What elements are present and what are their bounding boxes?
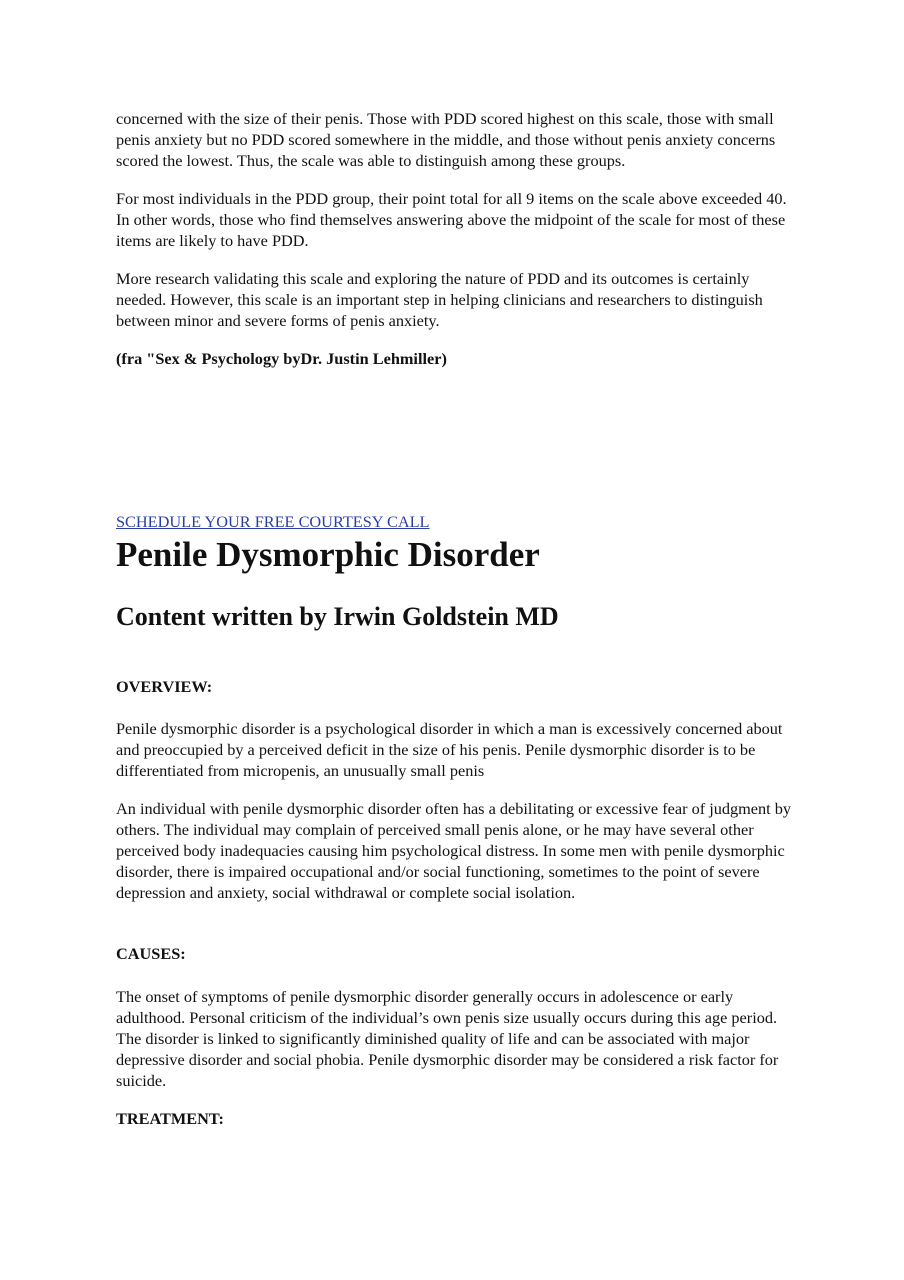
causes-section xyxy=(116,943,796,1091)
overview-paragraph-1: Penile dysmorphic disorder is a psychological disorder in which a man is excessively concerned about and preoccupied by a perceived deficit in the size of his penis. Penile dysmorphic disorder is to be differentiated from micropenis, an unusually small penis xyxy=(116,719,783,780)
author-subtitle: Content written by Irwin Goldstein MD xyxy=(116,602,559,631)
intro-section xyxy=(116,108,796,369)
intro-paragraph-2: For most individuals in the PDD group, their point total for all 9 items on the scale above exceeded 40. In other words, those who find themselves answering above the midpoint of the scale for most of these items are likely to have PDD. xyxy=(116,189,787,250)
causes-heading: CAUSES: xyxy=(116,944,186,963)
treatment-heading: TREATMENT: xyxy=(116,1109,224,1128)
overview-section xyxy=(116,676,796,903)
treatment-section xyxy=(116,1108,796,1129)
intro-paragraph-3: More research validating this scale and exploring the nature of PDD and its outcomes is certainly needed. However, this scale is an important step in helping clinicians and researchers to distinguish between minor and severe forms of penis anxiety. xyxy=(116,269,763,330)
overview-heading: OVERVIEW: xyxy=(116,677,213,696)
intro-paragraph-1: concerned with the size of their penis. Those with PDD scored highest on this scale, those with small penis anxiety but no PDD scored somewhere in the middle, and those without penis anxiety concerns scored the lowest. Thus, the scale was able to distinguish among these groups. xyxy=(116,109,776,170)
causes-paragraph-1: The onset of symptoms of penile dysmorphic disorder generally occurs in adolescence or early adulthood. Personal criticism of the individual’s own penis size usually occurs during this age period. The disorder is linked to significantly diminished quality of life and can be associated with major depressive disorder and social phobia. Penile dysmorphic disorder may be considered a risk factor for suicide. xyxy=(116,987,779,1090)
overview-paragraph-2: An individual with penile dysmorphic disorder often has a debilitating or excessive fear of judgment by others. The individual may complain of perceived small penis alone, or he may have several other perceived body inadequacies causing him psychological distress. In some men with penile dysmorphic disorder, there is impaired occupational and/or social functioning, sometimes to the point of severe depression and anxiety, social withdrawal or complete social isolation. xyxy=(116,799,792,902)
source-credit: (fra "Sex & Psychology byDr. Justin Lehmiller) xyxy=(116,349,447,368)
schedule-call-link[interactable]: SCHEDULE YOUR FREE COURTESY CALL xyxy=(116,512,430,531)
page-title: Penile Dysmorphic Disorder xyxy=(116,535,540,574)
